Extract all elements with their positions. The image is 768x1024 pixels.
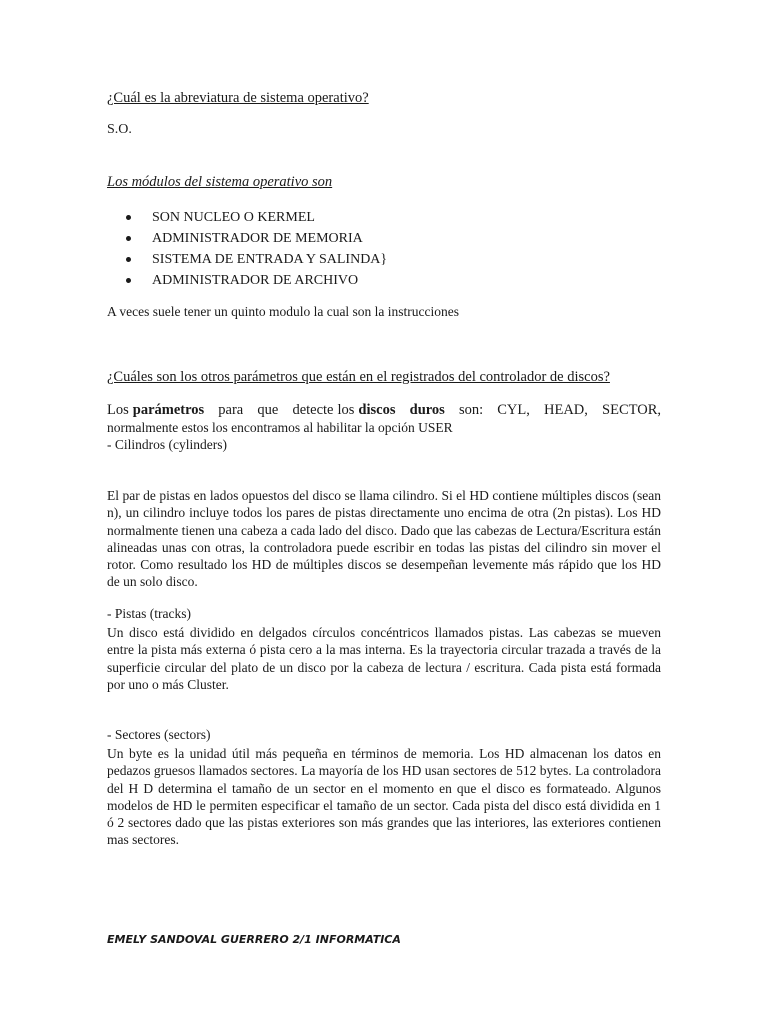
fifth-module-note: A veces suele tener un quinto modulo la cual son la instrucciones — [107, 304, 460, 319]
list-item — [107, 228, 387, 249]
modules-heading: Los módulos del sistema operativo son — [107, 174, 333, 190]
parameters-line-2: normalmente estos los encontramos al habilitar la opción USER — [107, 420, 453, 435]
list-item-label: ADMINISTRADOR DE MEMORIA — [152, 231, 363, 246]
tracks-paragraph: Un disco está dividido en delgados círculos concéntricos llamados pistas. Las cabezas se mueven entre la pista más externa ó pista cero a la mas interna. Es la trayectoria circular trazada a través de la superficie circular del plato de un disco por la cabeza de lectura / escritura. Cada pista está formada por uno o más Cluster. — [107, 625, 661, 692]
cylinders-paragraph: El par de pistas en lados opuestos del disco se llama cilindro. Si el HD contiene múltiples discos (sean n), un cilindro incluye todos los pares de pistas directamente uno encima de otra (2n pistas). Los HD normalmente tienen una cabeza a cada lado del disco. Dado que las cabezas de Lectura/Escritura están alineadas unas con otras, la controladora puede escribir en todas las pistas del cilindro sin mover el rotor. Como resultado los HD de múltiples discos se desempeñan levemente más rápido que los HD de un solo disco. — [107, 488, 661, 590]
parameters-line-1: Los parámetros para que detecte los discos duros son: CYL, HEAD, SECTOR, — [107, 402, 661, 418]
bold-discos: discos — [358, 402, 396, 418]
question-parameters: ¿Cuáles son los otros parámetros que están en el registrados del controlador de discos? — [107, 369, 610, 385]
bullet-icon — [126, 257, 131, 262]
list-item — [107, 249, 387, 270]
modules-list — [107, 207, 387, 291]
bullet-icon — [126, 278, 131, 283]
sectors-paragraph: Un byte es la unidad útil más pequeña en términos de memoria. Los HD almacenan los datos en pedazos gruesos llamados sectores. La mayoría de los HD usan sectores de 512 bytes. La controladora del H D determina el tamaño de un sector en el momento en que el disco es formateado. Algunos modelos de HD le permiten especificar el tamaño de un sector. Cada pista del disco está dividida en 1 ó 2 sectores dado que las pistas exteriores son más grandes que las interiores, las exteriores contienen mas sectores. — [107, 746, 661, 848]
bold-parametros: parámetros — [132, 402, 205, 418]
list-item — [107, 270, 387, 291]
cylinders-label: - Cilindros (cylinders) — [107, 437, 227, 452]
list-item-label: SON NUCLEO O KERMEL — [152, 210, 315, 225]
answer-abbreviation: S.O. — [107, 122, 132, 137]
bold-duros: duros — [409, 402, 445, 418]
bullet-icon — [126, 236, 131, 241]
list-item-label: SISTEMA DE ENTRADA Y SALINDA} — [152, 252, 388, 267]
sectors-label: - Sectores (sectors) — [107, 727, 211, 742]
bullet-icon — [126, 215, 131, 220]
list-item — [107, 207, 387, 228]
footer-author: EMELY SANDOVAL GUERRERO 2/1 INFORMATICA — [107, 933, 401, 946]
parameters-answer — [107, 402, 661, 436]
tracks-label: - Pistas (tracks) — [107, 606, 191, 621]
question-abbreviation: ¿Cuál es la abreviatura de sistema operativo? — [107, 90, 369, 106]
list-item-label: ADMINISTRADOR DE ARCHIVO — [152, 273, 359, 288]
